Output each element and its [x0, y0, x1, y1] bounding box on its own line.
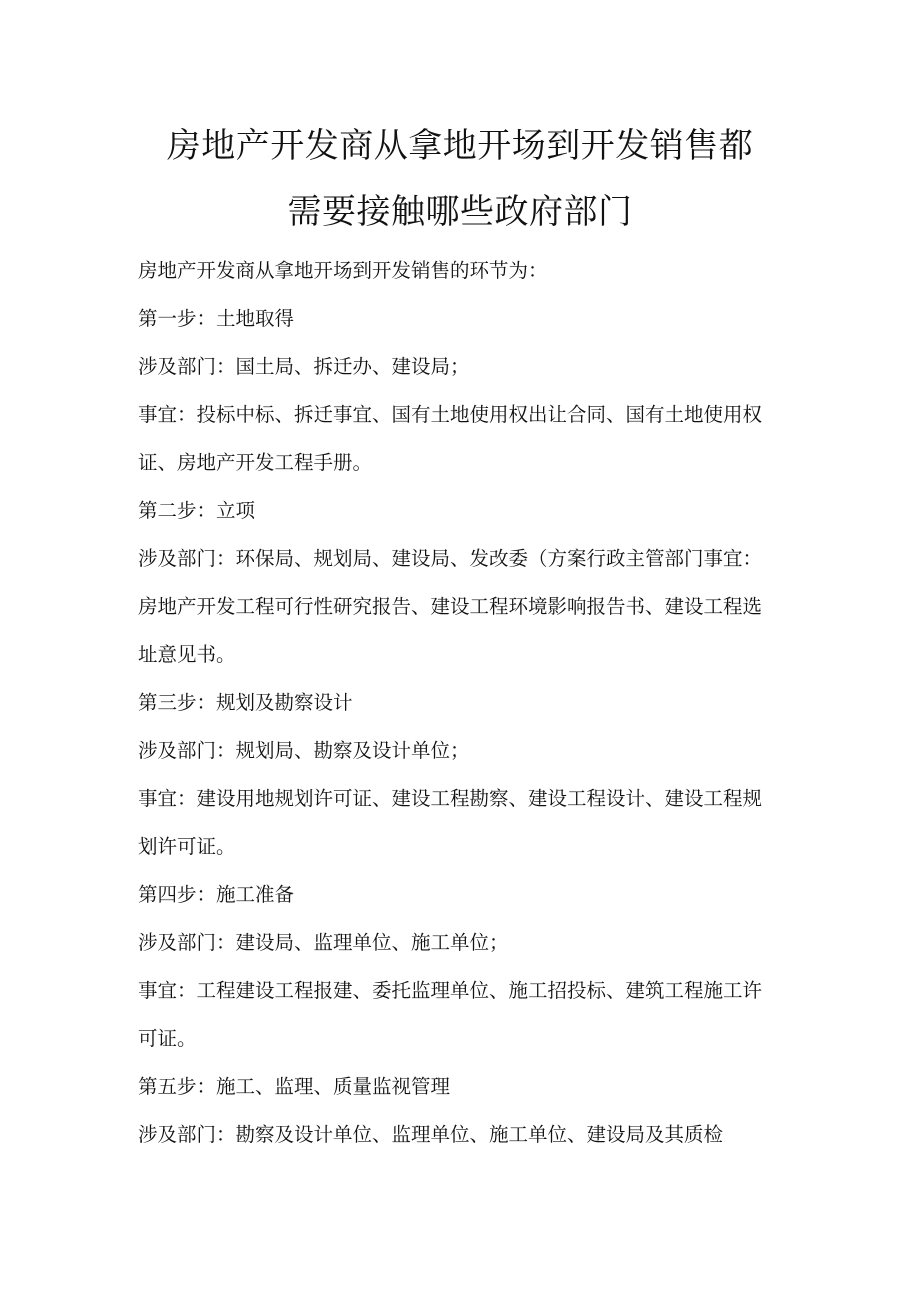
departments-line: 涉及部门：勘察及设计单位、监理单位、施工单位、建设局及其质检 — [138, 1123, 724, 1146]
departments-line: 涉及部门：国土局、拆迁办、建设局； — [138, 355, 470, 378]
step-heading: 第四步：施工准备 — [138, 883, 295, 906]
document-title-line-1: 房地产开发商从拿地开场到开发销售都 — [166, 126, 754, 166]
step-heading: 第一步：土地取得 — [138, 307, 295, 330]
matters-line-continued: 证、房地产开发工程手册。 — [138, 451, 373, 474]
step-heading: 第五步：施工、监理、质量监视管理 — [138, 1075, 451, 1098]
step-heading: 第二步：立项 — [138, 499, 256, 522]
matters-line: 事宜：投标中标、拆迁事宜、国有土地使用权出让合同、国有土地使用权 — [138, 403, 763, 426]
intro-paragraph: 房地产开发商从拿地开场到开发销售的环节为： — [138, 259, 548, 282]
matters-line-continued: 可证。 — [138, 1027, 197, 1050]
departments-line-continued: 房地产开发工程可行性研究报告、建设工程环境影响报告书、建设工程选 — [138, 595, 763, 618]
departments-line-continued: 址意见书。 — [138, 643, 236, 666]
departments-line: 涉及部门：建设局、监理单位、施工单位； — [138, 931, 509, 954]
departments-line: 涉及部门：规划局、勘察及设计单位； — [138, 739, 470, 762]
document-title-line-2: 需要接触哪些政府部门 — [287, 192, 633, 232]
matters-line-continued: 划许可证。 — [138, 835, 236, 858]
matters-line: 事宜：建设用地规划许可证、建设工程勘察、建设工程设计、建设工程规 — [138, 787, 763, 810]
step-heading: 第三步：规划及勘察设计 — [138, 691, 353, 714]
departments-line: 涉及部门：环保局、规划局、建设局、发改委（方案行政主管部门事宜： — [138, 547, 763, 570]
matters-line: 事宜：工程建设工程报建、委托监理单位、施工招投标、建筑工程施工许 — [138, 979, 763, 1002]
